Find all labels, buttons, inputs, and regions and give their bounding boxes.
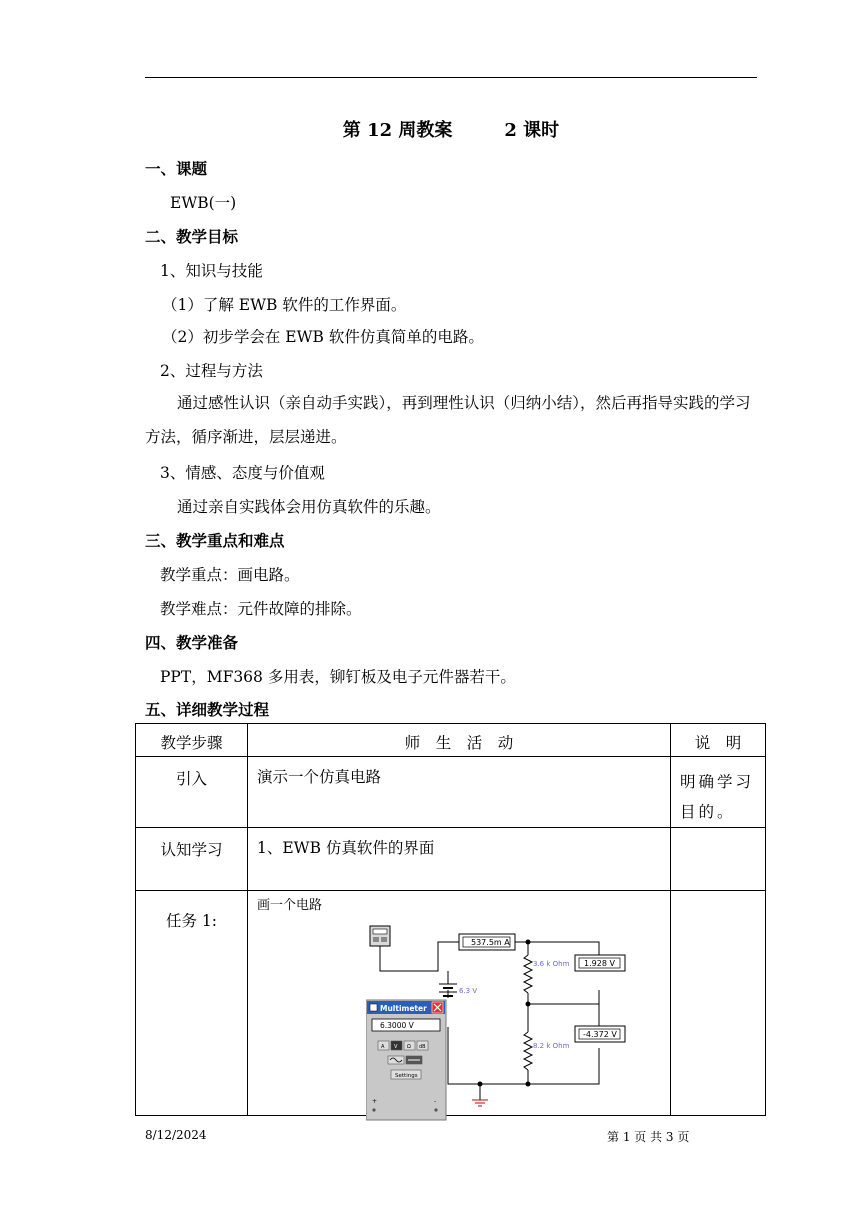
ammeter-reading: 537.5m A (471, 938, 510, 947)
title-week: 第 12 周教案 (342, 120, 453, 141)
goal-emotion-title: 3、情感、态度与价值观 (160, 464, 325, 482)
key-point: 教学重点：画电路。 (160, 566, 300, 584)
goal-knowledge-title: 1、知识与技能 (160, 262, 263, 280)
r1-label: 3.6 k Ohm (533, 960, 570, 968)
svg-text:V: V (394, 1044, 398, 1050)
row-step: 引入 (136, 757, 248, 828)
header-note: 说 明 (671, 724, 766, 757)
goal-emotion-body: 通过亲自实践体会用仿真软件的乐趣。 (177, 498, 441, 516)
footer-date: 8/12/2024 (145, 1128, 207, 1142)
svg-text:Settings: Settings (395, 1073, 418, 1079)
battery-label: 6.3 V (459, 987, 478, 995)
row-step: 认知学习 (136, 828, 248, 891)
mode-button-ohm[interactable] (404, 1041, 415, 1050)
close-icon[interactable] (432, 1002, 443, 1013)
junction-dot (478, 1082, 483, 1087)
row-step: 任务 1: (136, 891, 248, 1116)
section-heading-keypoints: 三、教学重点和难点 (145, 531, 285, 550)
svg-text:dB: dB (419, 1044, 426, 1050)
goal-knowledge-1: （1）了解 EWB 软件的工作界面。 (162, 296, 407, 314)
row-activity: 1、EWB 仿真软件的界面 (248, 828, 671, 891)
svg-text:A: A (381, 1044, 385, 1050)
row-note (671, 828, 766, 891)
table-row (136, 757, 766, 828)
svg-text:Ω: Ω (407, 1044, 411, 1050)
task-label: 画一个电路 (257, 898, 323, 913)
window-icon (370, 1004, 377, 1011)
row-note: 明确学习目的。 (671, 757, 766, 828)
voltmeter-1-reading: 1.928 V (584, 959, 615, 968)
table-header-row (136, 724, 766, 757)
table-row (136, 828, 766, 891)
ac-mode-button[interactable] (388, 1056, 404, 1064)
section-heading-goals: 二、教学目标 (145, 227, 239, 246)
settings-button[interactable] (391, 1070, 421, 1079)
header-activity: 师 生 活 动 (248, 724, 671, 757)
mode-button-amp[interactable] (378, 1041, 389, 1050)
goal-knowledge-2: （2）初步学会在 EWB 软件仿真简单的电路。 (162, 328, 484, 346)
resistor-r1 (524, 955, 532, 993)
row-activity: 演示一个仿真电路 (248, 757, 671, 828)
multimeter-icon (370, 926, 390, 946)
dc-mode-button[interactable] (406, 1056, 422, 1064)
resistor-r2 (524, 1032, 532, 1070)
section-heading-topic: 一、课题 (145, 159, 208, 178)
terminal-minus-dot[interactable] (434, 1108, 437, 1111)
r2-label: 8.2 k Ohm (533, 1042, 570, 1050)
terminal-plus-dot[interactable] (372, 1108, 375, 1111)
header-rule (145, 77, 757, 78)
junction-dot (526, 1082, 531, 1087)
row-note (671, 891, 766, 1116)
terminal-minus: - (434, 1098, 437, 1105)
mode-button-db[interactable] (417, 1041, 428, 1050)
junction-dot (526, 940, 531, 945)
prep-text: PPT，MF368 多用表，铆钉板及电子元件器若干。 (160, 668, 516, 686)
ground-symbol (472, 1100, 488, 1106)
topic-text: EWB(一) (170, 194, 237, 212)
voltmeter-2-reading: -4.372 V (583, 1030, 617, 1039)
goal-process-title: 2、过程与方法 (160, 362, 263, 380)
difficult-point: 教学难点：元件故障的排除。 (160, 600, 362, 618)
multimeter-title: Multimeter (380, 1004, 427, 1013)
header-step: 教学步骤 (136, 724, 248, 757)
section-heading-prep: 四、教学准备 (145, 633, 239, 652)
junction-dot (526, 1002, 531, 1007)
teaching-process-table (135, 723, 766, 1116)
terminal-plus: + (372, 1098, 378, 1105)
table-row (136, 891, 766, 1116)
goal-process-body: 通过感性认识（亲自动手实践），再到理性认识（归纳小结），然后再指导实践的学习方法，循序渐进，层层递进。 (145, 394, 751, 446)
circuit-diagram (366, 922, 666, 1122)
title-hours: 2 课时 (504, 120, 560, 141)
row-activity (248, 891, 671, 1116)
page-title (145, 116, 757, 142)
footer-page-number: 第 1 页 共 3 页 (607, 1130, 690, 1144)
multimeter-reading: 6.3000 V (380, 1021, 414, 1030)
section-heading-process: 五、详细教学过程 (145, 700, 270, 719)
mode-button-volt[interactable] (391, 1041, 402, 1050)
multimeter-window[interactable] (366, 1000, 446, 1120)
